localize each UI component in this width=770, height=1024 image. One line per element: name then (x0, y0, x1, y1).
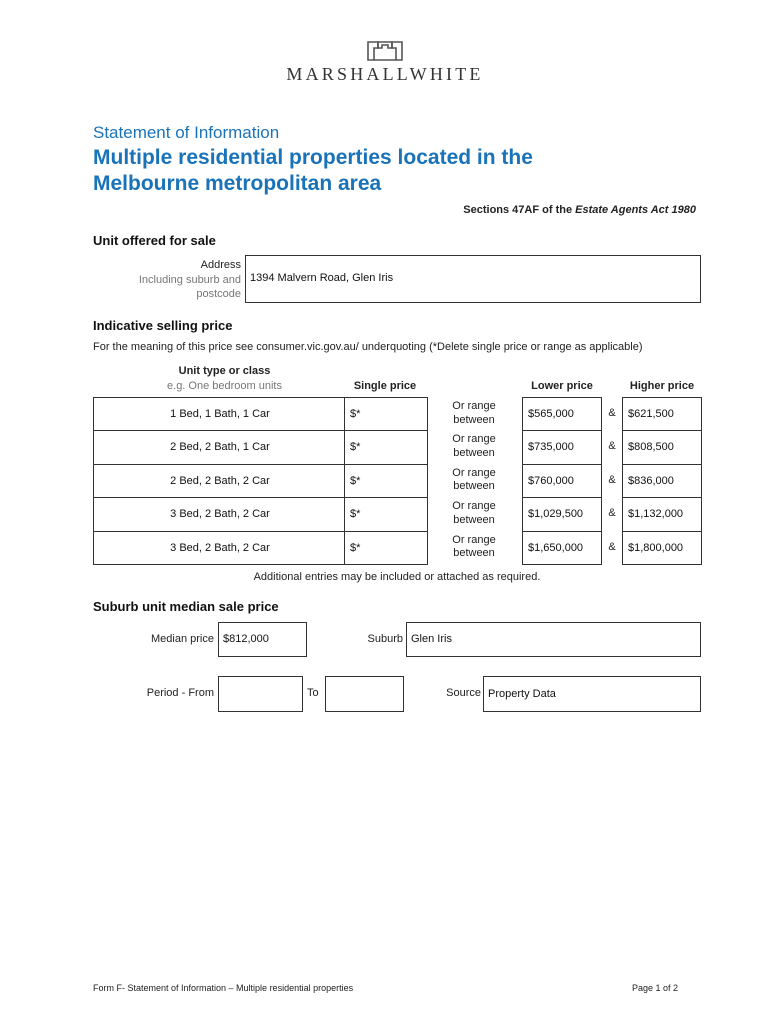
page-title (93, 145, 653, 197)
source-field[interactable] (483, 676, 701, 712)
period-from-label: Period - From (146, 687, 214, 699)
range-label-line-2: between (453, 547, 495, 560)
col-higher-header: Higher price (629, 380, 695, 392)
higher-price-cell[interactable] (622, 531, 702, 565)
range-label-line-1: Or range (452, 400, 496, 412)
unit-type-cell[interactable] (93, 464, 345, 498)
single-price-value: $* (350, 408, 361, 420)
brand-logo (0, 40, 770, 67)
suburb-field[interactable] (406, 622, 701, 657)
higher-price-cell[interactable] (622, 397, 702, 431)
range-label-line-1: Or range (452, 500, 496, 513)
range-ampersand: & (608, 473, 616, 486)
range-label-line-2: between (453, 413, 495, 426)
higher-price-cell[interactable] (622, 497, 702, 531)
single-price-cell[interactable] (344, 497, 428, 531)
unit-type-value: 2 Bed, 2 Bath, 1 Car (170, 441, 270, 454)
range-label-line-2: between (453, 513, 495, 526)
range-label (437, 400, 511, 427)
legislation-reference (463, 204, 696, 216)
range-label-line-2: between (453, 480, 495, 493)
col-unit-type-example: e.g. One bedroom units (167, 380, 282, 392)
higher-price-cell[interactable] (622, 430, 702, 464)
median-price-value: $812,000 (223, 633, 269, 645)
address-label-main: Address (200, 259, 241, 271)
range-ampersand: & (608, 540, 616, 553)
single-price-cell[interactable] (344, 464, 428, 498)
higher-price-value: $1,132,000 (628, 508, 684, 521)
brand-name: MARSHALLWHITE (286, 64, 484, 84)
median-price-field[interactable] (218, 622, 307, 657)
castle-logo-icon (366, 40, 404, 62)
lower-price-value: $1,029,500 (528, 508, 584, 521)
lower-price-cell[interactable] (522, 497, 602, 531)
form-kicker: Statement of Information (93, 123, 280, 142)
lower-price-cell[interactable] (522, 464, 602, 498)
suburb-label: Suburb (367, 633, 403, 645)
suburb-value: Glen Iris (411, 633, 452, 645)
single-price-value: $* (350, 508, 361, 521)
range-label (437, 433, 511, 460)
col-single-header: Single price (353, 380, 417, 392)
unit-type-value: 3 Bed, 2 Bath, 2 Car (170, 541, 270, 554)
footer-page-number: Page 1 of 2 (631, 983, 678, 993)
address-field[interactable] (245, 255, 701, 303)
range-label (437, 467, 511, 494)
lower-price-cell[interactable] (522, 430, 602, 464)
single-price-value: $* (350, 441, 361, 454)
lower-price-value: $735,000 (528, 441, 574, 454)
col-unit-type-header (93, 364, 356, 394)
lower-price-value: $565,000 (528, 408, 574, 420)
median-heading: Suburb unit median sale price (93, 599, 279, 614)
unit-type-cell[interactable] (93, 430, 345, 464)
lower-price-value: $1,650,000 (528, 541, 584, 554)
median-price-label: Median price (151, 633, 214, 645)
unit-type-cell[interactable] (93, 531, 345, 565)
title-line-1: Multiple residential properties located in the (93, 146, 533, 169)
range-label-line-1: Or range (452, 433, 496, 446)
lower-price-cell[interactable] (522, 397, 602, 431)
lower-price-value: $760,000 (528, 474, 574, 487)
range-label (437, 534, 511, 561)
address-label-hint-1: Including suburb and (138, 273, 241, 286)
unit-offered-heading: Unit offered for sale (93, 233, 216, 248)
period-from-field[interactable] (218, 676, 303, 712)
higher-price-value: $808,500 (628, 441, 674, 454)
address-value: 1394 Malvern Road, Glen Iris (250, 272, 394, 284)
unit-type-value: 1 Bed, 1 Bath, 1 Car (170, 408, 270, 420)
period-to-label: To (307, 687, 319, 699)
period-to-field[interactable] (325, 676, 404, 712)
unit-type-value: 2 Bed, 2 Bath, 2 Car (170, 474, 270, 487)
single-price-value: $* (350, 474, 361, 487)
source-label: Source (446, 687, 481, 699)
higher-price-value: $1,800,000 (628, 541, 684, 554)
range-label (437, 500, 511, 527)
single-price-cell[interactable] (344, 430, 428, 464)
higher-price-cell[interactable] (622, 464, 702, 498)
range-ampersand: & (608, 507, 616, 520)
range-label-line-2: between (453, 446, 495, 459)
unit-type-cell[interactable] (93, 497, 345, 531)
sections-prefix: Sections 47AF of the (463, 204, 576, 216)
range-label-line-1: Or range (452, 533, 496, 546)
footer-form-name: Form F- Statement of Information – Multiple residential properties (93, 983, 354, 993)
unit-type-value: 3 Bed, 2 Bath, 2 Car (170, 508, 270, 521)
higher-price-value: $836,000 (628, 474, 674, 487)
single-price-value: $* (350, 541, 361, 554)
unit-type-cell[interactable] (93, 397, 345, 431)
range-ampersand: & (608, 407, 616, 419)
single-price-cell[interactable] (344, 531, 428, 565)
additional-entries-note: Additional entries may be included or attached as required. (253, 571, 541, 583)
col-unit-type-label: Unit type or class (178, 365, 271, 377)
range-label-line-1: Or range (452, 466, 496, 479)
lower-price-cell[interactable] (522, 531, 602, 565)
indicative-note: For the meaning of this price see consumer.vic.gov.au/ underquoting (*Delete single price or range as applicable) (93, 341, 643, 353)
indicative-heading: Indicative selling price (93, 318, 233, 333)
act-name: Estate Agents Act 1980 (575, 204, 696, 216)
single-price-cell[interactable] (344, 397, 428, 431)
source-value: Property Data (488, 688, 556, 700)
title-line-2: Melbourne metropolitan area (93, 172, 382, 195)
range-ampersand: & (608, 440, 616, 453)
address-label (110, 258, 241, 302)
higher-price-value: $621,500 (628, 408, 674, 420)
address-label-hint-2: postcode (196, 288, 241, 300)
col-lower-header: Lower price (531, 380, 593, 392)
